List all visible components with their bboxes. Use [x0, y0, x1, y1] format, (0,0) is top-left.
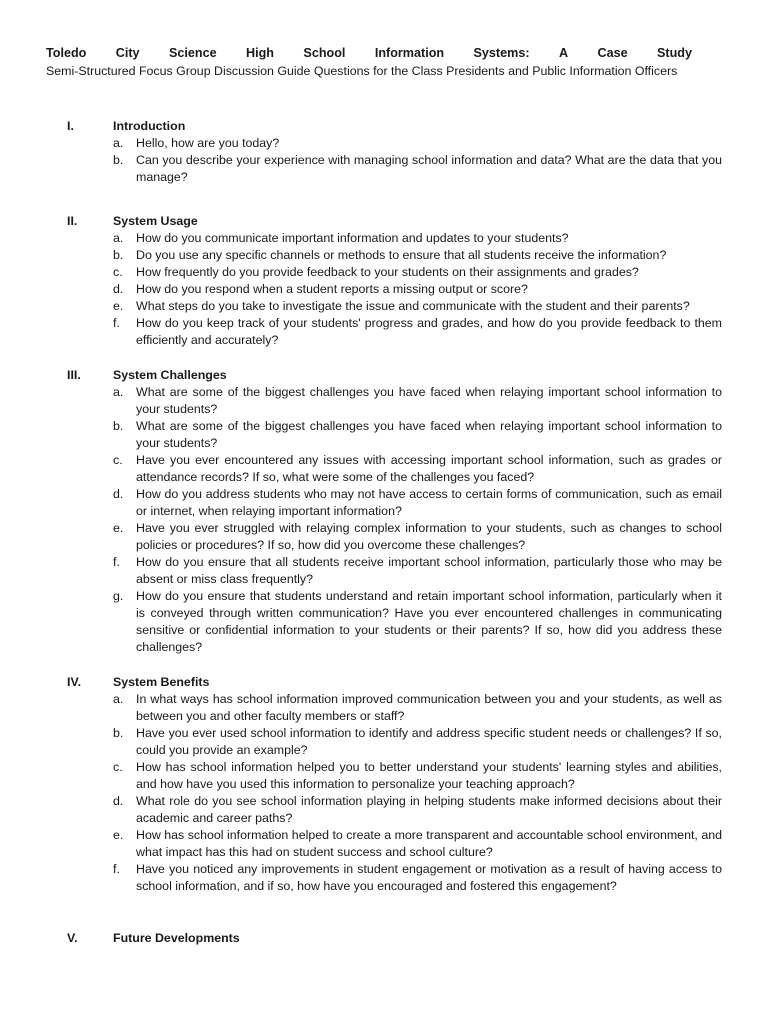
question-item	[113, 827, 722, 861]
section-heading: System Usage	[113, 214, 198, 228]
question-item	[113, 264, 722, 281]
section-heading: System Benefits	[113, 675, 210, 689]
question-item	[113, 135, 722, 152]
item-text: Do you use any specific channels or methods to ensure that all students receive the information?	[136, 248, 667, 262]
question-item	[113, 384, 722, 418]
item-text: How has school information helped to create a more transparent and accountable school environment, and what impact has this had on student success and school culture?	[136, 828, 722, 859]
question-item	[113, 281, 722, 298]
title-word: Study	[657, 46, 692, 60]
item-text: Have you noticed any improvements in student engagement or motivation as a result of having access to school information, and if so, how have you encouraged and fostered this engagement?	[136, 862, 722, 893]
question-list	[113, 230, 722, 349]
title-word: Information	[374, 46, 445, 60]
question-item	[113, 452, 722, 486]
item-letter: d.	[113, 794, 124, 808]
question-list	[113, 384, 722, 656]
item-text: How do you respond when a student reports a missing output or score?	[136, 282, 528, 296]
section-numeral: III.	[67, 368, 81, 382]
item-text: How do you keep track of your students' progress and grades, and how do you provide feedback to them efficiently and accurately?	[136, 316, 722, 347]
title-word: High	[246, 46, 274, 60]
item-letter: d.	[113, 282, 124, 296]
item-letter: d.	[113, 487, 124, 501]
question-item	[113, 230, 722, 247]
item-letter: e.	[113, 299, 124, 313]
item-letter: b.	[113, 153, 124, 167]
section-numeral: I.	[67, 119, 74, 133]
item-text: Have you ever used school information to identify and address specific student needs or challenges? If so, could you provide an example?	[136, 726, 722, 757]
section-heading: Future Developments	[113, 931, 240, 945]
item-letter: c.	[113, 265, 123, 279]
item-text: Can you describe your experience with managing school information and data? What are the data that you manage?	[136, 153, 722, 184]
question-item	[113, 554, 722, 588]
section-numeral: II.	[67, 214, 78, 228]
question-item	[113, 793, 722, 827]
item-letter: b.	[113, 726, 124, 740]
question-list	[113, 691, 722, 895]
item-text: Have you ever encountered any issues with accessing important school information, such as grades or attendance records? If so, what were some of the challenges you faced?	[136, 453, 722, 484]
title-word: A	[558, 46, 569, 60]
item-letter: b.	[113, 419, 124, 433]
item-letter: e.	[113, 521, 124, 535]
item-letter: a.	[113, 231, 124, 245]
question-item	[113, 298, 722, 315]
question-item	[113, 152, 722, 186]
item-letter: a.	[113, 136, 124, 150]
title-word: Systems:	[473, 46, 530, 60]
title-word: Toledo	[46, 46, 87, 60]
item-text: How frequently do you provide feedback to your students on their assignments and grades?	[136, 265, 639, 279]
item-letter: f.	[113, 862, 120, 876]
section-numeral: V.	[67, 931, 78, 945]
item-text: How do you communicate important information and updates to your students?	[136, 231, 569, 245]
item-text: What steps do you take to investigate the issue and communicate with the student and their parents?	[136, 299, 690, 313]
question-item	[113, 725, 722, 759]
item-letter: g.	[113, 589, 124, 603]
question-item	[113, 691, 722, 725]
question-item	[113, 759, 722, 793]
document-subtitle: Semi-Structured Focus Group Discussion Guide Questions for the Class Presidents and Public Information Officers	[46, 64, 678, 78]
item-letter: a.	[113, 385, 124, 399]
item-text: How do you address students who may not have access to certain forms of communication, such as email or internet, when relaying important information?	[136, 487, 722, 518]
item-text: In what ways has school information improved communication between you and your students, as well as between you and other faculty members or staff?	[136, 692, 722, 723]
question-item	[113, 520, 722, 554]
section-numeral: IV.	[67, 675, 82, 689]
title-word: School	[303, 46, 346, 60]
question-item	[113, 418, 722, 452]
item-letter: a.	[113, 692, 124, 706]
title-word: City	[115, 46, 140, 60]
item-letter: f.	[113, 555, 120, 569]
document-title	[46, 45, 692, 61]
section-heading: System Challenges	[113, 368, 227, 382]
question-item	[113, 247, 722, 264]
item-text: How do you ensure that all students receive important school information, particularly those who may be absent or miss class frequently?	[136, 555, 722, 586]
item-letter: b.	[113, 248, 124, 262]
item-text: Hello, how are you today?	[136, 136, 280, 150]
item-text: How has school information helped you to better understand your students' learning styles and abilities, and how have you used this information to personalize your teaching approach?	[136, 760, 722, 791]
item-letter: c.	[113, 453, 123, 467]
item-letter: e.	[113, 828, 124, 842]
question-item	[113, 315, 722, 349]
title-word: Case	[597, 46, 628, 60]
item-text: What are some of the biggest challenges you have faced when relaying important school information to your students?	[136, 419, 722, 450]
item-text: How do you ensure that students understand and retain important school information, particularly when it is conveyed through written communication? Have you ever encountered challenges in communicating sensitive or confidential information to your students or their parents? If so, how did you address these challenges?	[136, 589, 722, 654]
item-letter: c.	[113, 760, 123, 774]
question-list	[113, 135, 722, 186]
question-item	[113, 486, 722, 520]
question-item	[113, 588, 722, 656]
item-text: What are some of the biggest challenges you have faced when relaying important school information to your students?	[136, 385, 722, 416]
title-word: Science	[168, 46, 217, 60]
item-letter: f.	[113, 316, 120, 330]
item-text: Have you ever struggled with relaying complex information to your students, such as changes to school policies or procedures? If so, how did you overcome these challenges?	[136, 521, 722, 552]
question-item	[113, 861, 722, 895]
item-text: What role do you see school information playing in helping students make informed decisions about their academic and career paths?	[136, 794, 722, 825]
section-heading: Introduction	[113, 119, 186, 133]
